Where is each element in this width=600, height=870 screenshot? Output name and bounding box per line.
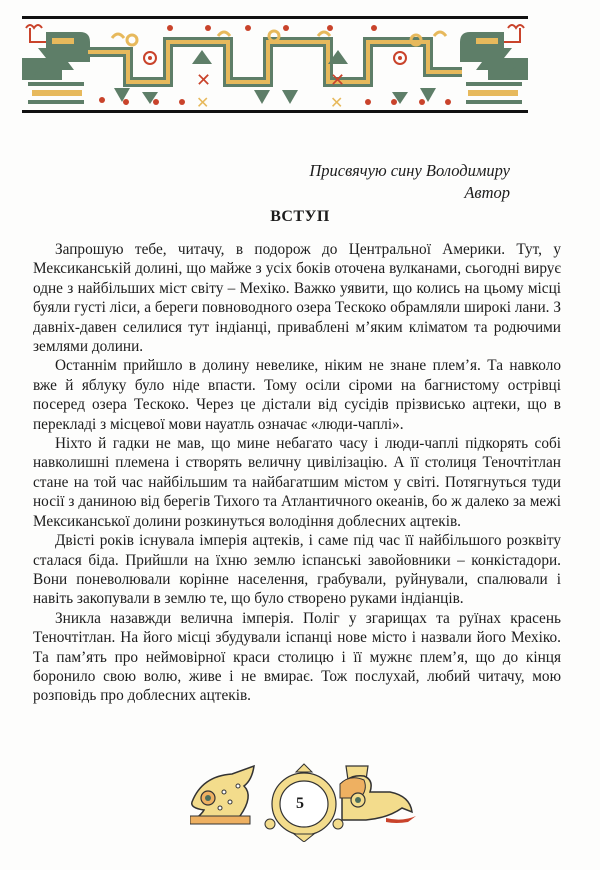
page-number: 5 xyxy=(296,795,304,812)
paragraph: Двісті років існувала імперія ацтеків, і саме під час її найбільшого розквіту сталася біда. Прийшли на їхню землю іспанські завойовники – конкістадори. Вони поневолювали корінне населення, грабували, руйнували, спалювали і навіть закопували в землю те, що було створено руками індіанців. xyxy=(33,532,561,608)
dedication-text: Присвячую сину Володимиру xyxy=(309,161,510,180)
chapter-title: ВСТУП xyxy=(270,208,330,225)
svg-text:✕: ✕ xyxy=(196,70,212,91)
header-ornament xyxy=(22,14,528,116)
svg-text:✕: ✕ xyxy=(506,64,518,80)
paragraph: Останнім прийшло в долину невелике, ніким не знане плем’я. Та навколо вже й яблуку було ніде впасти. Тому осіли сіроми на багнистому острівці посеред озера Тескоко. Через це дістали від сусідів прізвисько ацтеки, що в перекладі з місцевої мови науатль означає «люди-чаплі». xyxy=(33,357,561,433)
body-text xyxy=(33,240,561,706)
dedication xyxy=(309,160,510,204)
paragraph: Зникла назавжди велична імперія. Поліг у згарищах та руїнах красень Теночтітлан. На його місці збудували іспанці нове місто і назвали його Мехіко. Та пам’ять про неймовірної краси столицю і її мужнє плем’я, що до кінця боронило свою волю, живе і не вмирає. Тож послухай, любий читачу, мою розповідь про доблесних ацтеків. xyxy=(33,609,561,705)
svg-text:✕: ✕ xyxy=(196,93,210,112)
paragraph: Запрошую тебе, читачу, в подорож до Центральної Америки. Тут, у Мексиканській долині, що майже з усіх боків оточена вулканами, сьогодні вирує одне з найбільших міст світу – Мехіко. Важко уявити, що колись на цьому місці буяли густі ліси, а береги повноводного озера Тескоко обрамляли широкі лани. З давніх-давен селилися тут індіанці, приваблені м’яким кліматом та родючими землями долини. xyxy=(33,241,561,356)
svg-text:✕: ✕ xyxy=(330,70,346,91)
dedication-author: Автор xyxy=(464,183,510,202)
aztec-serpent-border-icon xyxy=(22,14,528,116)
svg-text:✕: ✕ xyxy=(330,93,344,112)
svg-text:✕: ✕ xyxy=(32,64,44,80)
paragraph: Ніхто й гадки не мав, що мине небагато часу і люди-чаплі підкорять собі навколишні племена і створять величну цивілізацію. А її столиця Теночтітлан стане на той час найбільшим та найбагатшим містом у світі. Потягнуться туди носії з даниною від берегів Тихого та Атлантичного океанів, бо ж далеко за межі Мексиканської долини розкинуться володіння доблесних ацтеків. xyxy=(33,435,561,530)
